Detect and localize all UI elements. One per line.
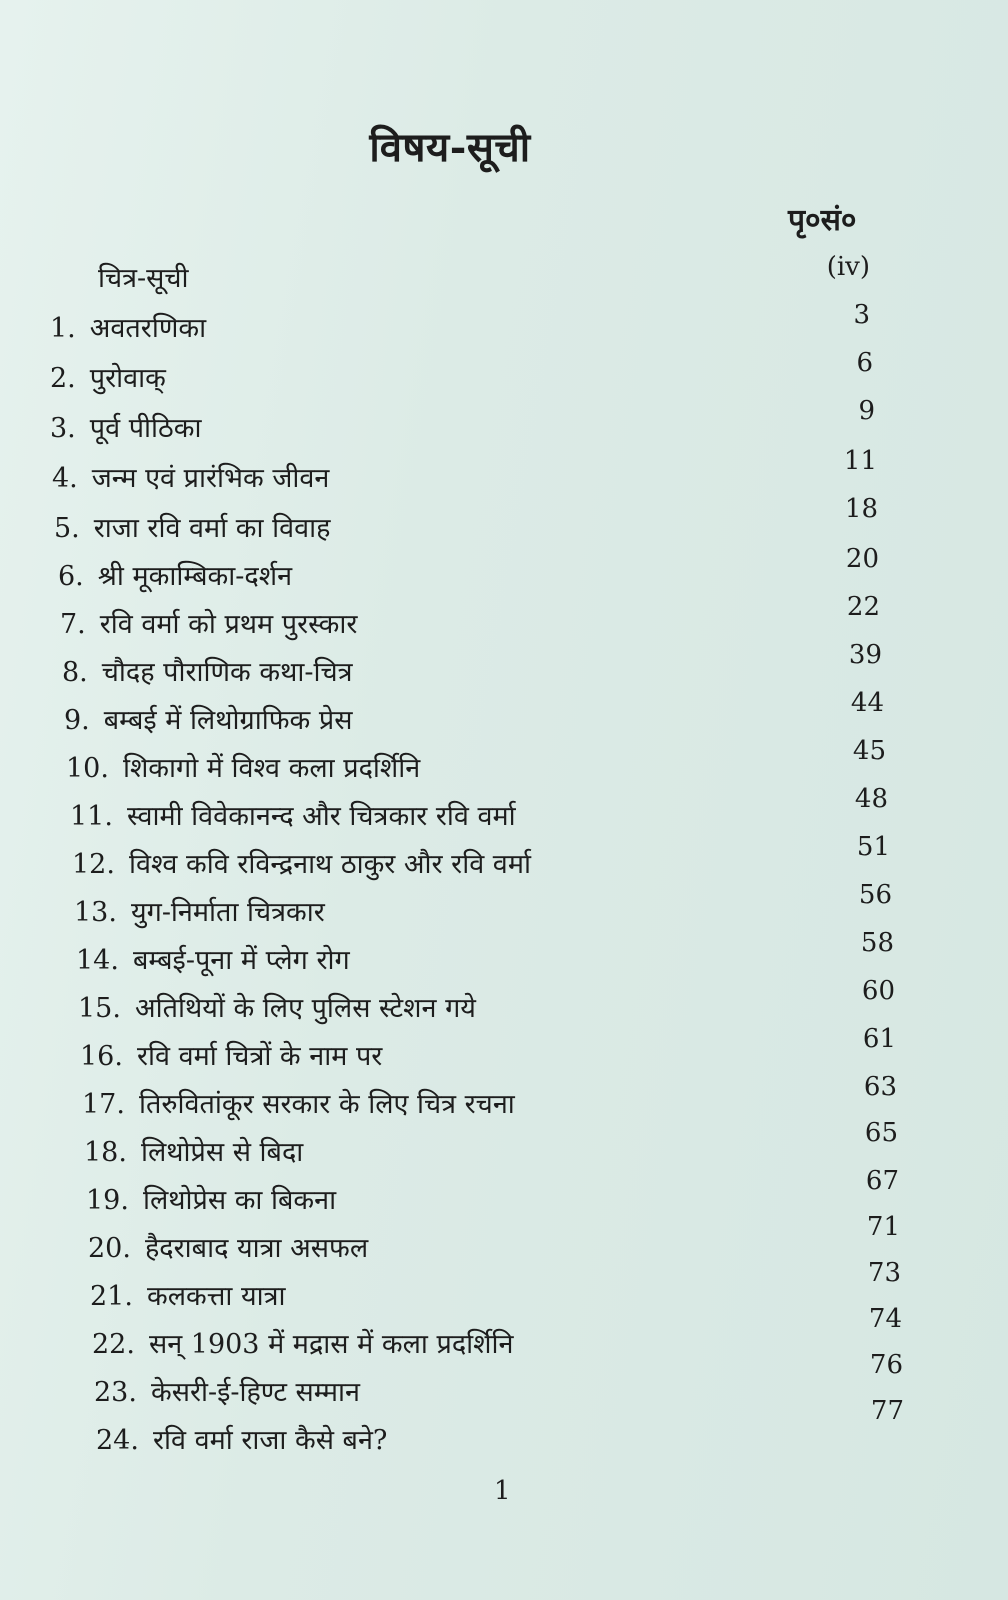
toc-entry: [64, 700, 352, 737]
toc-entry-title: शिकागो में विश्व कला प्रदर्शिनि: [122, 753, 421, 784]
toc-entry-title: पूर्व पीठिका: [89, 413, 202, 444]
toc-entry-number: 14.: [76, 945, 119, 976]
toc-entry-page: 9: [858, 396, 875, 426]
toc-entry-page: (iv): [826, 252, 870, 282]
toc-entry-page: 77: [870, 1396, 904, 1426]
toc-entry: [50, 308, 206, 345]
toc-entry-number: 13.: [74, 897, 117, 928]
toc-entry: [76, 940, 350, 977]
toc-entry: [92, 1324, 513, 1361]
toc-entry-title: श्री मूकाम्बिका-दर्शन: [97, 561, 293, 592]
toc-entry-page: 18: [844, 494, 878, 524]
toc-entry: [54, 508, 330, 545]
toc-entry: [98, 258, 189, 295]
toc-entry: [50, 408, 201, 445]
toc-entry-page: 44: [850, 688, 884, 718]
toc-entry-title: जन्म एवं प्रारंभिक जीवन: [91, 463, 330, 494]
toc-entry: [70, 796, 516, 833]
toc-entry-title: बम्बई में लिथोग्राफिक प्रेस: [103, 705, 353, 736]
toc-entry: [58, 556, 292, 593]
toc-entry-page: 76: [869, 1350, 903, 1380]
toc-entry-page: 48: [854, 784, 888, 814]
toc-entry-page: 6: [856, 348, 873, 378]
toc-entry-page: 56: [858, 880, 892, 910]
toc-entry-title: सन् 1903 में मद्रास में कला प्रदर्शिनि: [148, 1329, 514, 1360]
toc-entry-title: रवि वर्मा चित्रों के नाम पर: [136, 1041, 383, 1072]
toc-entry-number: 6.: [58, 561, 84, 592]
toc-entry-page: 71: [866, 1212, 900, 1242]
toc-entry-title: लिथोप्रेस का बिकना: [142, 1185, 337, 1216]
toc-entry-title: राजा रवि वर्मा का विवाह: [93, 513, 331, 544]
toc-entry: [94, 1372, 360, 1409]
toc-entry-title: स्वामी विवेकानन्द और चित्रकार रवि वर्मा: [126, 801, 516, 832]
toc-entry-page: 67: [865, 1166, 899, 1196]
toc-entry-page: 63: [863, 1072, 897, 1102]
toc-entry-title: अवतरणिका: [89, 313, 207, 344]
toc-entry: [50, 358, 166, 395]
toc-entry: [52, 458, 329, 495]
toc-entry-page: 58: [860, 928, 894, 958]
toc-entry-page: 51: [856, 832, 890, 862]
toc-entry-page: 3: [853, 300, 870, 330]
toc-entry-title: चौदह पौराणिक कथा-चित्र: [101, 657, 353, 688]
toc-entry-page: 61: [862, 1024, 896, 1054]
toc-entry-page: 65: [864, 1118, 898, 1148]
toc-entry-number: 5.: [54, 513, 80, 544]
toc-entry-title: हैदराबाद यात्रा असफल: [144, 1233, 369, 1264]
toc-entry-page: 22: [846, 592, 880, 622]
toc-entry-title: विश्व कवि रविन्द्रनाथ ठाकुर और रवि वर्मा: [128, 849, 531, 880]
toc-entry-number: 18.: [84, 1137, 127, 1168]
toc-entry-number: 17.: [82, 1089, 125, 1120]
toc-entry-title: लिथोप्रेस से बिदा: [140, 1137, 304, 1168]
toc-entry-number: 16.: [80, 1041, 123, 1072]
toc-entry-number: 11.: [70, 801, 113, 832]
toc-entry-page: 20: [845, 544, 879, 574]
toc-entry-page: 60: [861, 976, 895, 1006]
toc-entry-page: 74: [868, 1304, 902, 1334]
toc-entry-number: 23.: [94, 1377, 137, 1408]
toc-entry-number: 8.: [62, 657, 88, 688]
toc-entry: [60, 604, 357, 641]
toc-entry-page: 11: [843, 446, 877, 476]
toc-entry-number: 20.: [88, 1233, 131, 1264]
toc-entry-page: 73: [867, 1258, 901, 1288]
toc-entry-number: 24.: [96, 1425, 139, 1456]
toc-entry-page: 45: [852, 736, 886, 766]
toc-entry-title: केसरी-ई-हिण्ट सम्मान: [150, 1377, 360, 1408]
toc-entry-number: 4.: [52, 463, 78, 494]
toc-entry: [80, 1036, 382, 1073]
toc-entry-number: 19.: [86, 1185, 129, 1216]
toc-entry-number: 3.: [50, 413, 76, 444]
toc-entry: [74, 892, 325, 929]
page-column-label: पृ०सं०: [788, 203, 857, 238]
toc-entry-number: 2.: [50, 363, 76, 394]
toc-entry-number: 7.: [60, 609, 86, 640]
toc-entry-page: 39: [848, 640, 882, 670]
footer-page-number: 1: [494, 1476, 511, 1506]
toc-entry: [96, 1420, 387, 1457]
toc-entry-title: तिरुवितांकूर सरकार के लिए चित्र रचना: [138, 1089, 515, 1120]
toc-entry: [72, 844, 531, 881]
toc-entry-number: 1.: [50, 313, 76, 344]
toc-entry-title: बम्बई-पूना में प्लेग रोग: [132, 945, 350, 976]
toc-entry: [88, 1228, 368, 1265]
toc-entry: [84, 1132, 303, 1169]
toc-entry-number: 22.: [92, 1329, 135, 1360]
toc-entry-number: 10.: [66, 753, 109, 784]
toc-entry-number: 9.: [64, 705, 90, 736]
page-title: विषय-सूची: [369, 124, 531, 171]
toc-entry-title: रवि वर्मा को प्रथम पुरस्कार: [99, 609, 358, 640]
toc-entry-title: रवि वर्मा राजा कैसे बने?: [152, 1425, 388, 1456]
toc-entry-number: 15.: [78, 993, 121, 1024]
toc-entry-title: कलकत्ता यात्रा: [146, 1281, 286, 1312]
toc-entry-title: युग-निर्माता चित्रकार: [130, 897, 325, 928]
toc-entry-title: पुरोवाक्: [89, 363, 166, 394]
toc-entry-number: 21.: [90, 1281, 133, 1312]
toc-entry: [78, 988, 476, 1025]
toc-entry: [90, 1276, 286, 1313]
toc-entry: [66, 748, 420, 785]
toc-entry: [62, 652, 353, 689]
toc-entry-title: अतिथियों के लिए पुलिस स्टेशन गये: [134, 993, 476, 1024]
toc-entry: [82, 1084, 515, 1121]
toc-entry-title: चित्र-सूची: [98, 263, 189, 294]
toc-entry: [86, 1180, 336, 1217]
toc-entry-number: 12.: [72, 849, 115, 880]
